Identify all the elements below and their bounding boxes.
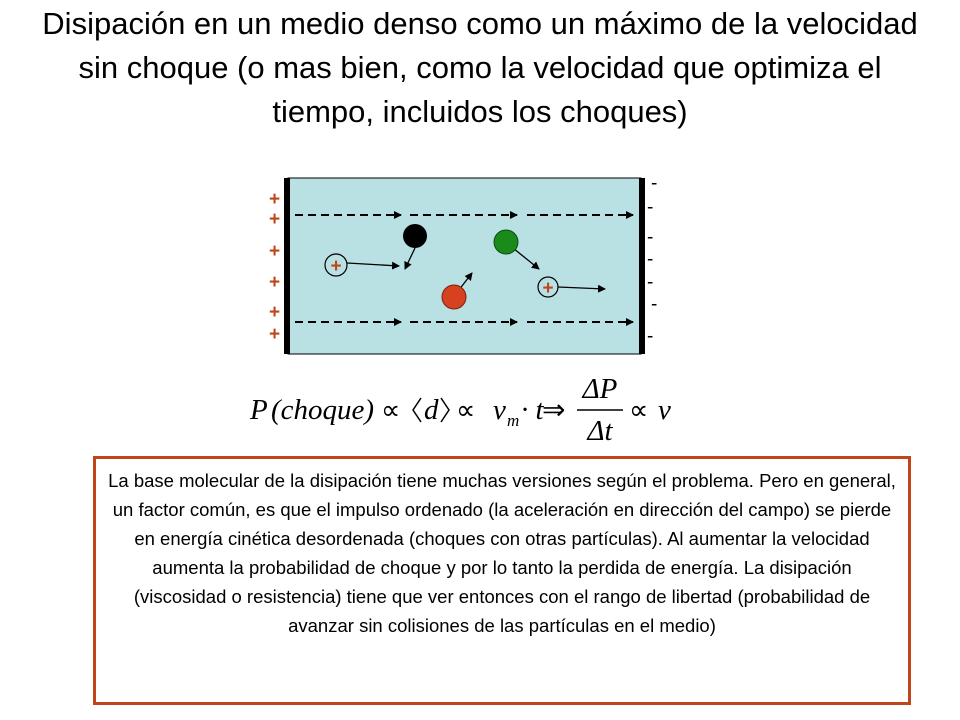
explanation-textbox [93, 456, 911, 705]
angle-bracket-right [441, 398, 449, 422]
ion [325, 254, 347, 277]
plate-plus-sign: + [269, 189, 281, 210]
formula-subscript-m: m [507, 411, 520, 430]
plate-plus-sign: + [269, 302, 281, 323]
slide-title: Disipación en un medio denso como un máximo de la velocidad sin choque (o mas bien, como la velocidad que optimiza el tiempo, incluidos los choques) [42, 6, 918, 129]
plate-plus-sign: + [269, 272, 281, 293]
plate-plus-sign: + [269, 324, 281, 345]
svg-text:+: + [542, 278, 554, 299]
right-plate [639, 178, 645, 354]
formula-proportional: ∝ [456, 395, 476, 425]
particle-diagram [255, 170, 685, 360]
formula-delta-t: Δt [587, 415, 613, 447]
formula [245, 368, 685, 454]
formula-dot-t: · t [521, 394, 544, 426]
plate-minus-sign: - [647, 197, 654, 218]
plate-plus-sign: + [269, 209, 281, 230]
plate-plus-sign: + [269, 241, 281, 262]
black-particle [403, 224, 427, 248]
formula-v: v [493, 394, 506, 426]
angle-bracket-left [413, 398, 421, 422]
formula-implies: ⇒ [542, 395, 566, 426]
plate-minus-sign: - [647, 326, 654, 347]
formula-v: v [658, 394, 671, 426]
red-particle [442, 285, 466, 309]
formula-proportional: ∝ [381, 395, 401, 425]
formula-p: P [250, 394, 268, 426]
plate-minus-sign: - [651, 173, 658, 194]
svg-text:+: + [330, 256, 342, 277]
plate-minus-sign: - [647, 249, 654, 270]
green-particle [494, 230, 518, 254]
plate-minus-sign: - [647, 227, 654, 248]
plate-minus-sign: - [647, 272, 654, 293]
plate-minus-sign: - [651, 294, 658, 315]
explanation-text: La base molecular de la disipación tiene muchas versiones según el problema. Pero en general, un factor común, es que el impulso ordenado (la aceleración en dirección del campo) se pierde en energía cinética desordenada (choques con otras partículas). Al aumentar la velocidad aumenta la probabilidad de choque y por lo tanto la perdida de energía. La disipación (viscosidad o resistencia) tiene que ver entonces con el rango de libertad (probabilidad de avanzar sin colisiones de las partículas en el medio) [108, 470, 896, 636]
left-plate [284, 178, 290, 354]
formula-d: d [424, 394, 439, 426]
formula-delta-p: ΔP [582, 373, 618, 405]
formula-choque: (choque) [271, 394, 375, 426]
formula-proportional: ∝ [629, 395, 649, 425]
